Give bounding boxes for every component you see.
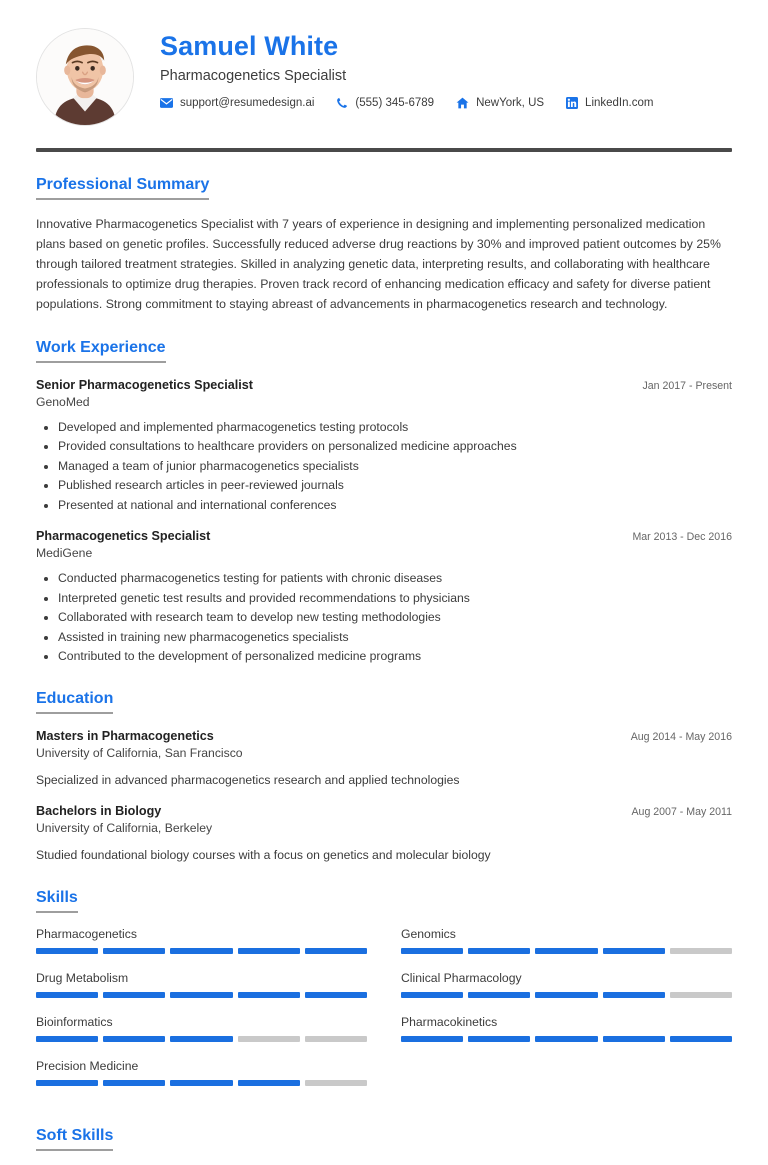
skill-level-bar (401, 992, 732, 998)
bullet-item: • Presented at national and international conferences (58, 496, 732, 515)
work-entry (36, 529, 732, 666)
bullet-item: • Managed a team of junior pharmacogenetics specialists (58, 457, 732, 476)
skill-level-segment (305, 1080, 367, 1086)
work-entry-bullets (36, 418, 732, 515)
skill-level-segment (535, 948, 597, 954)
skill-level-segment (535, 1036, 597, 1042)
skill-level-segment (36, 1036, 98, 1042)
skill-level-bar (36, 1036, 367, 1042)
skill-level-segment (238, 948, 300, 954)
contact-email-label: support@resumedesign.ai (180, 96, 315, 109)
skill-level-segment (401, 948, 463, 954)
skill-item (36, 971, 367, 998)
skill-level-bar (36, 1080, 367, 1086)
skill-level-segment (170, 1036, 232, 1042)
work-entry-company: MediGene (36, 546, 93, 561)
skill-item (401, 971, 732, 998)
skill-level-segment (305, 992, 367, 998)
education-entry-school: University of California, San Francisco (36, 746, 243, 760)
section-title-skills: Skills (36, 889, 78, 913)
skill-item (36, 1015, 367, 1042)
skill-name: Clinical Pharmacology (401, 970, 522, 985)
skills-grid (36, 927, 732, 1103)
contact-phone-label: (555) 345-6789 (355, 96, 435, 109)
bullet-item: • Provided consultations to healthcare providers on personalized medicine approaches (58, 437, 732, 456)
education-entry-head (36, 804, 732, 818)
section-professional-summary (36, 176, 732, 315)
skill-level-segment (670, 948, 732, 954)
bullet-item: • Conducted pharmacogenetics testing for patients with chronic diseases (58, 569, 732, 588)
education-entry-date: Aug 2007 - May 2011 (631, 806, 732, 819)
skill-level-segment (36, 948, 98, 954)
profile-photo-avatar (36, 28, 134, 126)
section-title-soft-skills: Soft Skills (36, 1127, 113, 1151)
skill-name: Genomics (401, 926, 456, 941)
skill-level-segment (238, 1036, 300, 1042)
skill-level-segment (305, 948, 367, 954)
candidate-job-title: Pharmacogenetics Specialist (160, 67, 347, 84)
skill-level-segment (170, 1080, 232, 1086)
work-entry-bullets (36, 569, 732, 666)
resume-header (36, 22, 732, 126)
skill-level-segment (401, 992, 463, 998)
work-entry-company: GenoMed (36, 394, 90, 409)
skill-level-segment (603, 992, 665, 998)
bullet-item: • Assisted in training new pharmacogenetics specialists (58, 628, 732, 647)
bullet-item: • Published research articles in peer-reviewed journals (58, 476, 732, 495)
skill-level-segment (36, 992, 98, 998)
skill-level-bar (36, 992, 367, 998)
section-soft-skills (36, 1127, 732, 1165)
section-title-education: Education (36, 690, 113, 714)
contact-linkedin[interactable] (566, 97, 653, 109)
section-title-work: Work Experience (36, 339, 166, 363)
section-title-summary: Professional Summary (36, 176, 209, 200)
skill-item (36, 1059, 367, 1086)
skill-name: Drug Metabolism (36, 970, 129, 985)
skill-level-segment (103, 948, 165, 954)
section-work-experience (36, 339, 732, 666)
skill-level-segment (238, 992, 300, 998)
skill-level-bar (401, 948, 732, 954)
skill-level-bar (36, 948, 367, 954)
bullet-item: • Interpreted genetic test results and provided recommendations to physicians (58, 589, 732, 608)
phone-icon (336, 97, 348, 109)
header-divider (36, 148, 732, 152)
contact-list (160, 97, 732, 109)
work-entry-head (36, 529, 732, 543)
contact-location-label: NewYork, US (476, 96, 545, 109)
education-entry (36, 804, 732, 864)
work-entry-head (36, 378, 732, 392)
skill-level-segment (103, 992, 165, 998)
candidate-name: Samuel White (160, 31, 339, 61)
bullet-item: • Developed and implemented pharmacogenetics testing protocols (58, 418, 732, 437)
skill-level-segment (36, 1080, 98, 1086)
skill-name: Precision Medicine (36, 1058, 139, 1073)
skill-item (36, 927, 367, 954)
work-entry (36, 378, 732, 515)
skill-level-segment (170, 992, 232, 998)
contact-email[interactable] (160, 97, 314, 109)
education-entry-head (36, 729, 732, 743)
skill-item (401, 927, 732, 954)
skill-level-bar (401, 1036, 732, 1042)
skill-level-segment (103, 1080, 165, 1086)
skill-level-segment (535, 992, 597, 998)
contact-linkedin-label: LinkedIn.com (585, 96, 654, 109)
profile-photo-icon (37, 29, 133, 125)
email-icon (160, 98, 173, 108)
education-entry-description: Studied foundational biology courses with a focus on genetics and molecular biology (36, 848, 491, 863)
skill-level-segment (468, 992, 530, 998)
skill-level-segment (305, 1036, 367, 1042)
skill-level-segment (103, 1036, 165, 1042)
skill-level-segment (670, 1036, 732, 1042)
home-icon (456, 97, 469, 109)
education-entry-degree: Bachelors in Biology (36, 804, 162, 819)
summary-text: Innovative Pharmacogenetics Specialist with 7 years of experience in designing and implementing personalized medication plans based on genetic profiles. Successfully reduced adverse drug reactions by 30% and improved patient outcomes by 25% through tailored treatment strategies. Skilled in analyzing genetic data, interpreting results, and collaborating with healthcare professionals to optimize drug therapies. Proven track record of enhancing medication efficacy and safety for diverse patient populations. Strong commitment to staying abreast of advancements in pharmacogenetics research and technology. (36, 217, 721, 311)
section-education (36, 690, 732, 865)
linkedin-icon (566, 97, 578, 109)
skill-level-segment (468, 948, 530, 954)
skill-level-segment (468, 1036, 530, 1042)
skill-item (401, 1015, 732, 1042)
work-entry-title: Senior Pharmacogenetics Specialist (36, 377, 253, 392)
education-entry (36, 729, 732, 789)
work-entry-date: Mar 2013 - Dec 2016 (632, 531, 732, 544)
education-entry-degree: Masters in Pharmacogenetics (36, 729, 214, 743)
skill-name: Pharmacogenetics (36, 926, 137, 941)
bullet-item: • Collaborated with research team to develop new testing methodologies (58, 608, 732, 627)
skill-level-segment (603, 1036, 665, 1042)
skill-level-segment (238, 1080, 300, 1086)
skill-name: Pharmacokinetics (401, 1014, 498, 1029)
skill-name: Bioinformatics (36, 1014, 113, 1029)
bullet-item: • Contributed to the development of personalized medicine programs (58, 647, 732, 666)
skill-level-segment (670, 992, 732, 998)
section-skills (36, 889, 732, 1103)
work-entry-title: Pharmacogenetics Specialist (36, 529, 211, 544)
education-entry-date: Aug 2014 - May 2016 (630, 731, 732, 743)
header-text-block (160, 28, 732, 109)
contact-phone[interactable] (336, 97, 434, 109)
skill-level-segment (401, 1036, 463, 1042)
education-entry-description: Specialized in advanced pharmacogenetics research and applied technologies (36, 773, 460, 787)
skill-level-segment (170, 948, 232, 954)
contact-location[interactable] (456, 97, 544, 109)
education-entry-school: University of California, Berkeley (36, 821, 213, 836)
skill-level-segment (603, 948, 665, 954)
work-entry-date: Jan 2017 - Present (642, 379, 732, 392)
